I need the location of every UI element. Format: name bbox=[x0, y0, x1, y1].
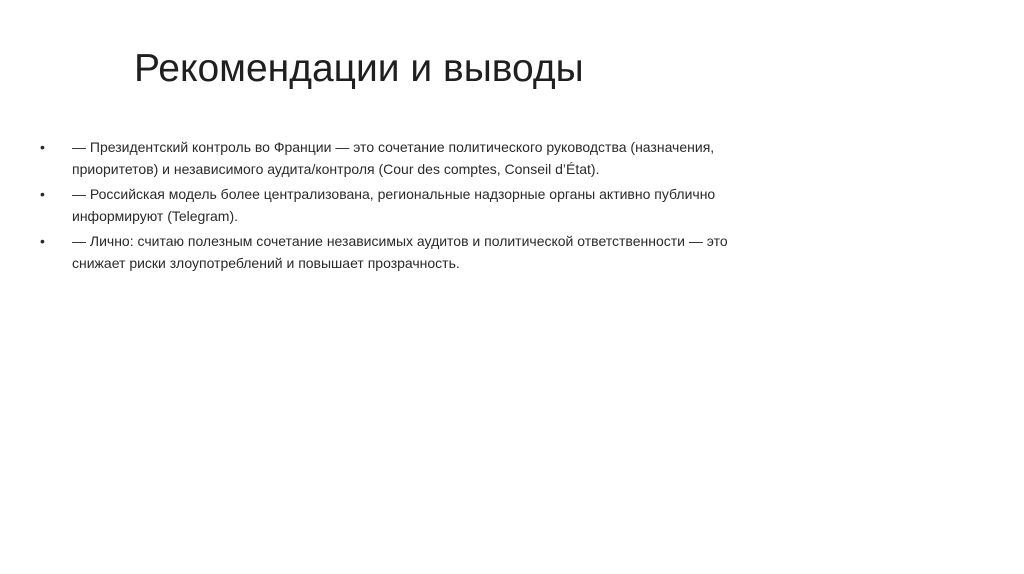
bullet-item bbox=[40, 136, 740, 180]
bullet-text: — Президентский контроль во Франции — это сочетание политического руководства (назначения, приоритетов) и независимого аудита/контроля (Cour des comptes, Conseil d’État). bbox=[72, 139, 715, 177]
bullet-text: — Лично: считаю полезным сочетание независимых аудитов и политической ответственности — это снижает риски злоупотреблений и повышает прозрачность. bbox=[72, 233, 728, 271]
bullet-dot-icon: • bbox=[40, 186, 45, 202]
bullet-dot-icon: • bbox=[40, 233, 45, 249]
bullet-item bbox=[40, 230, 740, 274]
slide-title: Рекомендации и выводы bbox=[134, 47, 584, 90]
bullet-item bbox=[40, 183, 740, 227]
bullet-list bbox=[40, 136, 740, 277]
bullet-dot-icon: • bbox=[40, 139, 45, 155]
bullet-text: — Российская модель более централизована, региональные надзорные органы активно публично информируют (Telegram). bbox=[72, 186, 716, 224]
